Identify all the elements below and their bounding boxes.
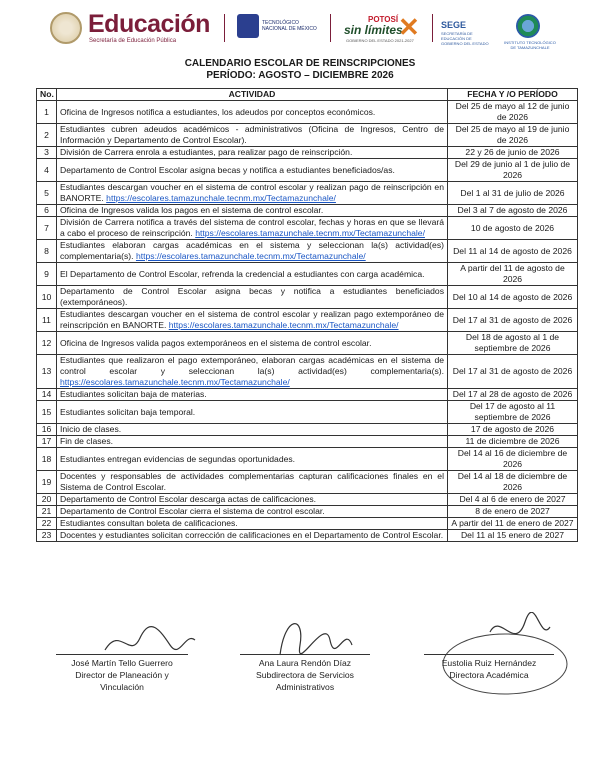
signer-role: Directora Académica: [449, 670, 529, 680]
row-number: 14: [37, 389, 57, 401]
activity-text: Oficina de Ingresos valida pagos extemporáneos en el sistema de control escolar.: [60, 337, 372, 348]
row-period: Del 4 al 6 de enero de 2027: [448, 494, 578, 506]
system-link[interactable]: https://escolares.tamazunchale.tecnm.mx/Tectamazunchale/: [106, 193, 336, 203]
document-period: PERÍODO: AGOSTO – DICIEMBRE 2026: [206, 70, 394, 81]
row-activity: [57, 436, 448, 448]
table-row: [37, 263, 578, 286]
activity-text: Estudiantes solicitan baja temporal.: [60, 406, 196, 417]
signer-role: Subdirectora de Servicios: [256, 670, 354, 680]
row-period: Del 17 de agosto al 11 septiembre de 2026: [448, 401, 578, 424]
row-number: 21: [37, 506, 57, 518]
row-activity: [57, 159, 448, 182]
row-activity: [57, 401, 448, 424]
row-number: 13: [37, 355, 57, 389]
signer-role: Director de Planeación y: [75, 670, 169, 680]
row-period: Del 29 de junio al 1 de julio de 2026: [448, 159, 578, 182]
row-activity: [57, 355, 448, 389]
potosi-x-icon: ✕: [398, 12, 420, 42]
table-row: [37, 205, 578, 217]
row-activity: [57, 263, 448, 286]
row-activity: [57, 101, 448, 124]
tecnm-logo-icon: [237, 14, 259, 38]
signer-name: Ana Laura Rendón Díaz: [258, 658, 352, 668]
row-activity: [57, 124, 448, 147]
row-number: 17: [37, 436, 57, 448]
row-period: Del 14 al 18 de diciembre de 2026: [448, 471, 578, 494]
activity-text: Departamento de Control Escolar descarga actas de calificaciones.: [60, 494, 317, 504]
activity-text: Estudiantes descargan voucher en el sistema de control escolar y realizan pago extemporáneo de reinscripción en BANORTE.: [60, 309, 444, 330]
table-row: [37, 101, 578, 124]
table-row: [37, 286, 578, 309]
activity-text: Estudiantes consultan boleta de calificaciones.: [60, 518, 238, 528]
row-activity: [57, 530, 448, 542]
row-activity: [57, 147, 448, 159]
table-row: [37, 309, 578, 332]
signature-block-2: [240, 654, 370, 693]
row-period: Del 17 al 31 de agosto de 2026: [448, 355, 578, 389]
row-period: Del 3 al 7 de agosto de 2026: [448, 205, 578, 217]
table-row: [37, 518, 578, 530]
table-row: [37, 159, 578, 182]
row-period: 22 y 26 de junio de 2026: [448, 147, 578, 159]
row-number: 23: [37, 530, 57, 542]
calendar-table: [36, 88, 578, 542]
row-number: 12: [37, 332, 57, 355]
row-number: 1: [37, 101, 57, 124]
row-period: Del 17 al 31 de agosto de 2026: [448, 309, 578, 332]
table-row: [37, 506, 578, 518]
row-period: 10 de agosto de 2026: [448, 217, 578, 240]
signer-role: Vinculación: [100, 682, 144, 692]
table-row: [37, 355, 578, 389]
signer-name: José Martín Tello Guerrero: [71, 658, 173, 668]
header-divider: [224, 14, 225, 42]
table-row: [37, 471, 578, 494]
table-row: [37, 182, 578, 205]
sege-sub: SECRETARÍA DE EDUCACIÓN DE GOBIERNO DEL ESTADO: [441, 31, 489, 46]
table-row: [37, 124, 578, 147]
table-row: [37, 424, 578, 436]
activity-text: Departamento de Control Escolar asigna becas y notifica a estudiantes beneficiados/as.: [60, 164, 395, 175]
row-period: A partir del 11 de enero de 2027: [448, 518, 578, 530]
activity-text: Inicio de clases.: [60, 424, 122, 434]
table-row: [37, 401, 578, 424]
sep-brand: Educación: [88, 10, 210, 38]
activity-text: Departamento de Control Escolar cierra el sistema de control escolar.: [60, 506, 325, 516]
row-number: 2: [37, 124, 57, 147]
row-period: Del 14 al 16 de diciembre de 2026: [448, 448, 578, 471]
potosi-sub: GOBIERNO DEL ESTADO 2021-2027: [346, 38, 414, 43]
row-number: 20: [37, 494, 57, 506]
table-row: [37, 448, 578, 471]
activity-text: Docentes y estudiantes solicitan corrección de calificaciones en el Departamento de Control Escolar.: [60, 530, 444, 540]
sep-brand-sub: Secretaría de Educación Pública: [89, 38, 177, 44]
signer-role: Administrativos: [275, 682, 335, 692]
row-period: 17 de agosto de 2026: [448, 424, 578, 436]
tec-logo-text: INSTITUTO TECNOLÓGICO DE TAMAZUNCHALE: [504, 40, 556, 50]
row-activity: [57, 471, 448, 494]
signer-name: Eustolia Ruiz Hernández: [441, 658, 537, 668]
row-number: 15: [37, 401, 57, 424]
document-title: CALENDARIO ESCOLAR DE REINSCRIPCIONES: [184, 58, 416, 69]
activity-text: Estudiantes que realizaron el pago extemporáneo, elaboran cargas académicas en el sistema de control escolar y seleccionan la(s) actividad(es) complementaria(s).: [60, 355, 444, 376]
header-actividad: ACTIVIDAD: [57, 89, 448, 101]
activity-text: El Departamento de Control Escolar, refrenda la credencial a estudiantes con carga académica.: [60, 268, 425, 279]
activity-text: División de Carrera notifica a través del sistema de control escolar, fechas y horas en que se llevará a cabo el proceso de reinscripción.: [60, 217, 444, 238]
row-period: 11 de diciembre de 2026: [448, 436, 578, 448]
header-no: No.: [37, 89, 57, 101]
row-number: 8: [37, 240, 57, 263]
table-row: [37, 436, 578, 448]
activity-text: Fin de clases.: [60, 436, 114, 446]
activity-text: Departamento de Control Escolar asigna becas y notifica a estudiantes beneficiados (extemporáneos).: [60, 286, 444, 307]
row-activity: [57, 332, 448, 355]
header-fecha: FECHA Y /O PERÍODO: [448, 89, 578, 101]
table-header-row: [37, 89, 578, 101]
activity-text: Oficina de Ingresos notifica a estudiantes, los adeudos por conceptos económicos.: [60, 106, 376, 117]
table-row: [37, 240, 578, 263]
row-activity: [57, 182, 448, 205]
table-row: [37, 147, 578, 159]
row-period: Del 18 de agosto al 1 de septiembre de 2026: [448, 332, 578, 355]
table-row: [37, 332, 578, 355]
table-row: [37, 494, 578, 506]
row-number: 10: [37, 286, 57, 309]
table-row: [37, 217, 578, 240]
row-activity: [57, 424, 448, 436]
row-number: 9: [37, 263, 57, 286]
row-period: Del 1 al 31 de julio de 2026: [448, 182, 578, 205]
activity-text: Estudiantes elaboran cargas académicas en el sistema y seleccionan la(s) actividad(es) complementaria(s).: [60, 240, 444, 261]
row-number: 4: [37, 159, 57, 182]
row-period: 8 de enero de 2027: [448, 506, 578, 518]
row-activity: [57, 286, 448, 309]
tec-tamazunchale-logo-icon: [516, 14, 540, 38]
system-link[interactable]: https://escolares.tamazunchale.tecnm.mx/Tectamazunchale/: [168, 320, 399, 330]
activity-text: Estudiantes cubren adeudos académicos - administrativos (Oficina de Ingresos, Centro de Información y Departamento de Control Escolar).: [60, 124, 444, 145]
row-period: Del 11 al 15 enero de 2027: [448, 530, 578, 542]
row-period: Del 11 al 14 de agosto de 2026: [448, 240, 578, 263]
row-number: 19: [37, 471, 57, 494]
row-period: A partir del 11 de agosto de 2026: [448, 263, 578, 286]
activity-text: Estudiantes descargan voucher en el sistema de control escolar y realizan pago de reinscripción en BANORTE.: [60, 182, 444, 203]
row-period: Del 17 al 28 de agosto de 2026: [448, 389, 578, 401]
system-link[interactable]: https://escolares.tamazunchale.tecnm.mx/Tectamazunchale/: [195, 228, 425, 238]
signature-block-3: [424, 654, 554, 681]
potosi-main: sin límites: [344, 23, 403, 37]
row-period: Del 10 al 14 de agosto de 2026: [448, 286, 578, 309]
row-activity: [57, 309, 448, 332]
system-link[interactable]: https://escolares.tamazunchale.tecnm.mx/Tectamazunchale/: [135, 251, 366, 261]
row-activity: [57, 448, 448, 471]
row-number: 22: [37, 518, 57, 530]
row-activity: [57, 217, 448, 240]
signatures: [0, 620, 600, 770]
row-number: 18: [37, 448, 57, 471]
activity-text: Estudiantes entregan evidencias de segundas oportunidades.: [60, 453, 296, 464]
row-number: 5: [37, 182, 57, 205]
row-activity: [57, 494, 448, 506]
table-row: [37, 389, 578, 401]
row-period: Del 25 de mayo al 19 de junio de 2026: [448, 124, 578, 147]
row-activity: [57, 205, 448, 217]
row-number: 7: [37, 217, 57, 240]
mexico-seal-icon: [50, 12, 82, 44]
signature-block-1: [56, 654, 188, 693]
activity-text: Oficina de Ingresos valida los pagos en el sistema de control escolar.: [60, 205, 324, 215]
row-number: 16: [37, 424, 57, 436]
header-divider: [432, 14, 433, 42]
row-activity: [57, 389, 448, 401]
potosi-top: POTOSÍ: [368, 15, 399, 24]
system-link[interactable]: https://escolares.tamazunchale.tecnm.mx/Tectamazunchale/: [60, 377, 290, 387]
letterhead: [0, 0, 600, 52]
row-period: Del 25 de mayo al 12 de junio de 2026: [448, 101, 578, 124]
row-number: 6: [37, 205, 57, 217]
sege-title: SEGE: [441, 20, 467, 30]
header-divider: [330, 14, 331, 42]
activity-text: División de Carrera enrola a estudiantes, para realizar pago de reinscripción.: [60, 147, 353, 157]
tecnm-text: TECNOLÓGICO NACIONAL DE MÉXICO: [262, 20, 317, 32]
table-row: [37, 530, 578, 542]
row-activity: [57, 506, 448, 518]
row-activity: [57, 518, 448, 530]
row-activity: [57, 240, 448, 263]
activity-text: Estudiantes solicitan baja de materias.: [60, 389, 207, 399]
activity-text: Docentes y responsables de actividades complementarias capturan calificaciones finales en el Sistema de Control Escolar.: [60, 471, 444, 492]
row-number: 3: [37, 147, 57, 159]
row-number: 11: [37, 309, 57, 332]
